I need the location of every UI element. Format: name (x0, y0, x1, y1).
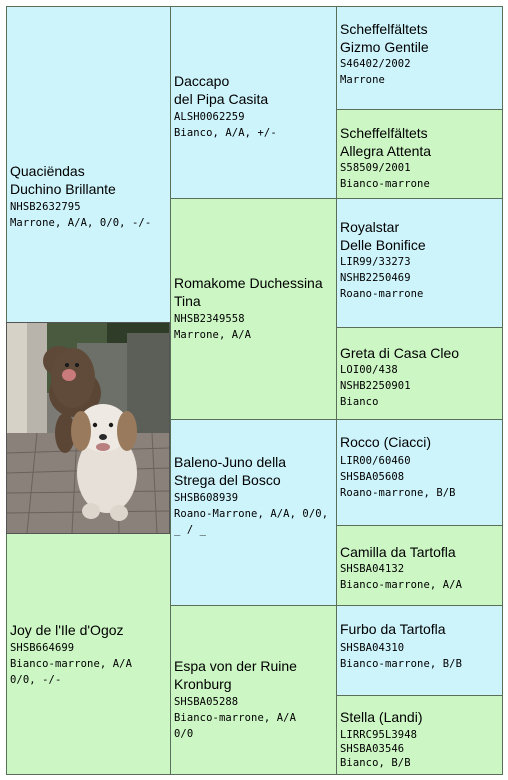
dam-dam-name: Espa von der Ruine Kronburg (174, 658, 297, 692)
ggp-cell-1 (336, 6, 503, 110)
ggp-cell-8 (336, 695, 503, 775)
two-dogs-photo-icon (7, 323, 169, 533)
sire-sire-cell (170, 6, 337, 199)
ggp-name-7: Furbo da Tartofla (340, 621, 446, 637)
ggp-name-1: Scheffelfältets Gizmo Gentile (340, 21, 429, 55)
dam-cell (6, 533, 171, 775)
sire-dam-details: NHSB2349558 Marrone, A/A (174, 313, 252, 341)
ggp-details-5: LIR00/60460 SHSBA05608 Roano-marrone, B/B (340, 455, 456, 499)
sire-name: Quaciëndas Duchino Brillante (10, 163, 116, 197)
ggp-details-3: LIR99/33273 NSHB2250469 Roano-marrone (340, 256, 424, 300)
ggp-cell-7 (336, 605, 503, 696)
ggp-details-8: LIRRC95L3948 SHSBA03546 Bianco, B/B (340, 729, 418, 769)
ggp-cell-3 (336, 198, 503, 328)
ggp-details-7: SHSBA04310 Bianco-marrone, B/B (340, 642, 463, 670)
dam-dam-details: SHSBA05288 Bianco-marrone, A/A 0/0 (174, 696, 297, 740)
dogs-photo (6, 322, 170, 534)
dam-name: Joy de l'Ile d'Ogoz (10, 622, 124, 638)
ggp-name-8: Stella (Landi) (340, 709, 423, 725)
sire-dam-cell (170, 198, 337, 420)
ggp-name-2: Scheffelfältets Allegra Attenta (340, 125, 432, 159)
ggp-cell-5 (336, 419, 503, 526)
sire-details: NHSB2632795 Marrone, A/A, 0/0, -/- (10, 201, 152, 229)
ggp-name-3: Royalstar Delle Bonifice (340, 219, 426, 253)
ggp-cell-6 (336, 525, 503, 606)
dam-sire-name: Baleno-Juno della Strega del Bosco (174, 454, 287, 488)
sire-sire-name: Daccapo del Pipa Casita (174, 73, 269, 107)
ggp-cell-2 (336, 109, 503, 199)
dam-sire-details: SHSB608939 Roano-Marrone, A/A, 0/0, _ / _ (174, 492, 329, 536)
ggp-name-5: Rocco (Ciacci) (340, 434, 432, 450)
ggp-details-4: LOI00/438 NSHB2250901 Bianco (340, 364, 411, 408)
ggp-details-6: SHSBA04132 Bianco-marrone, A/A (340, 563, 463, 591)
ggp-cell-4 (336, 327, 503, 420)
ggp-name-6: Camilla da Tartofla (340, 544, 456, 560)
ggp-name-4: Greta di Casa Cleo (340, 345, 460, 361)
ggp-details-1: S46402/2002 Marrone (340, 58, 411, 86)
sire-sire-details: ALSH0062259 Bianco, A/A, +/- (174, 111, 277, 139)
dam-dam-cell (170, 605, 337, 775)
dam-sire-cell (170, 419, 337, 606)
ggp-details-2: S58509/2001 Bianco-marrone (340, 162, 430, 190)
dam-details: SHSB664699 Bianco-marrone, A/A 0/0, -/- (10, 642, 133, 686)
sire-cell (6, 6, 171, 323)
sire-dam-name: Romakome Duchessina Tina (174, 275, 323, 309)
